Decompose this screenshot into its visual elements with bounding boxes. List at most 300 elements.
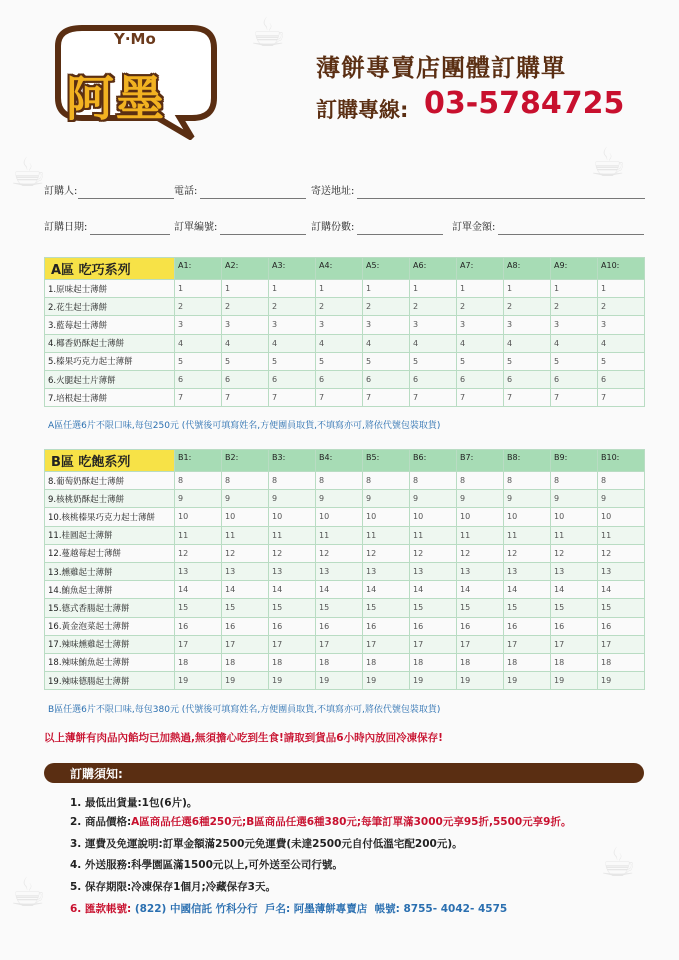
quantity-cell[interactable]: 2: [598, 298, 645, 316]
quantity-cell[interactable]: 3: [457, 316, 504, 334]
quantity-cell[interactable]: 15: [504, 599, 551, 617]
notice-item-5: [70, 879, 276, 894]
table-row: [45, 635, 645, 653]
order-number-label: 訂單編號:: [174, 222, 218, 233]
quantity-cell[interactable]: 6: [504, 370, 551, 388]
quantity-cell[interactable]: 16: [504, 617, 551, 635]
zone-b-column-header: B1:: [175, 450, 222, 472]
zone-a-table: [44, 257, 645, 407]
quantity-cell[interactable]: 12: [598, 544, 645, 562]
quantity-cell[interactable]: 12: [175, 544, 222, 562]
table-row: [45, 544, 645, 562]
table-row: [45, 508, 645, 526]
quantity-cell[interactable]: 16: [410, 617, 457, 635]
account-holder: 戶名: 阿墨薄餅專賣店: [264, 903, 368, 915]
quantity-cell[interactable]: 4: [504, 334, 551, 352]
quantity-cell[interactable]: 13: [269, 562, 316, 580]
warning-text: 以上薄餅有肉品內餡均已加熱過,無須擔心吃到生食!請取到貨品6小時內放回冷凍保存!: [44, 732, 443, 744]
table-row: [45, 352, 645, 370]
notice-item-1: [70, 795, 197, 810]
quantity-cell[interactable]: 7: [269, 389, 316, 407]
quantity-cell[interactable]: 3: [269, 316, 316, 334]
table-row: [45, 526, 645, 544]
quantity-cell[interactable]: 6: [551, 370, 598, 388]
quantity-cell[interactable]: 5: [175, 352, 222, 370]
notice-heading-bar: [44, 763, 644, 783]
quantity-cell[interactable]: 13: [410, 562, 457, 580]
quantity-cell[interactable]: 9: [551, 490, 598, 508]
quantity-cell[interactable]: 17: [269, 635, 316, 653]
quantity-cell[interactable]: 1: [363, 280, 410, 298]
quantity-cell[interactable]: 16: [457, 617, 504, 635]
quantity-cell[interactable]: 19: [598, 672, 645, 690]
quantity-cell[interactable]: 4: [269, 334, 316, 352]
quantity-cell[interactable]: 4: [363, 334, 410, 352]
zone-b-column-header: B5:: [363, 450, 410, 472]
quantity-cell[interactable]: 14: [363, 581, 410, 599]
quantity-cell[interactable]: 4: [175, 334, 222, 352]
quantity-cell[interactable]: 18: [175, 653, 222, 671]
order-quantity-label: 訂購份數:: [311, 222, 355, 233]
quantity-cell[interactable]: 19: [363, 672, 410, 690]
product-name-cell: 1.原味起士薄餅: [45, 280, 175, 298]
account-label: 6. 匯款帳號:: [70, 903, 132, 915]
quantity-cell[interactable]: 8: [316, 472, 363, 490]
quantity-cell[interactable]: 10: [457, 508, 504, 526]
quantity-cell[interactable]: 2: [316, 298, 363, 316]
quantity-cell[interactable]: 8: [222, 472, 269, 490]
zone-a-column-header: A2:: [222, 258, 269, 280]
quantity-cell[interactable]: 7: [551, 389, 598, 407]
quantity-cell[interactable]: 6: [363, 370, 410, 388]
quantity-cell[interactable]: 4: [457, 334, 504, 352]
product-name-cell: 17.辣味燻雞起士薄餅: [45, 635, 175, 653]
orderer-line: [78, 198, 174, 199]
quantity-cell[interactable]: 8: [410, 472, 457, 490]
table-row: [45, 316, 645, 334]
notice-item-label: 3. 運費及免運說明:: [70, 838, 163, 850]
quantity-cell[interactable]: 5: [222, 352, 269, 370]
zone-a-column-header: A3:: [269, 258, 316, 280]
quantity-cell[interactable]: 10: [363, 508, 410, 526]
quantity-cell[interactable]: 5: [363, 352, 410, 370]
product-name-cell: 8.葡萄奶酥起士薄餅: [45, 472, 175, 490]
quantity-cell[interactable]: 19: [175, 672, 222, 690]
quantity-cell[interactable]: 6: [598, 370, 645, 388]
notice-item-3: [70, 836, 463, 851]
quantity-cell[interactable]: 2: [551, 298, 598, 316]
quantity-cell[interactable]: 7: [410, 389, 457, 407]
quantity-cell[interactable]: 4: [410, 334, 457, 352]
quantity-cell[interactable]: 14: [457, 581, 504, 599]
quantity-cell[interactable]: 15: [363, 599, 410, 617]
quantity-cell[interactable]: 1: [598, 280, 645, 298]
hotline-number: 03-5784725: [424, 86, 625, 121]
zone-a-note: A區任選6片不限口味,每包250元 (代號後可填寫姓名,方便團員取貨,不填寫亦可,將依代號包裝取貨): [48, 421, 441, 431]
quantity-cell[interactable]: 14: [504, 581, 551, 599]
product-name-cell: 5.榛果巧克力起士薄餅: [45, 352, 175, 370]
quantity-cell[interactable]: 18: [410, 653, 457, 671]
account-number: 帳號: 8755- 4042- 4575: [374, 903, 508, 915]
quantity-cell[interactable]: 19: [222, 672, 269, 690]
zone-a-column-header: A4:: [316, 258, 363, 280]
quantity-cell[interactable]: 9: [504, 490, 551, 508]
quantity-cell[interactable]: 16: [598, 617, 645, 635]
order-quantity-field[interactable]: [311, 218, 354, 233]
quantity-cell[interactable]: 2: [222, 298, 269, 316]
quantity-cell[interactable]: 18: [363, 653, 410, 671]
zone-a-column-header: A10:: [598, 258, 645, 280]
quantity-cell[interactable]: 18: [316, 653, 363, 671]
quantity-cell[interactable]: 5: [551, 352, 598, 370]
quantity-cell[interactable]: 11: [457, 526, 504, 544]
quantity-cell[interactable]: 17: [222, 635, 269, 653]
quantity-cell[interactable]: 7: [598, 389, 645, 407]
quantity-cell[interactable]: 1: [316, 280, 363, 298]
quantity-cell[interactable]: 3: [222, 316, 269, 334]
quantity-cell[interactable]: 18: [457, 653, 504, 671]
quantity-cell[interactable]: 9: [222, 490, 269, 508]
quantity-cell[interactable]: 9: [363, 490, 410, 508]
quantity-cell[interactable]: 5: [269, 352, 316, 370]
zone-b-column-header: B2:: [222, 450, 269, 472]
zone-b-column-header: B6:: [410, 450, 457, 472]
zone-a-column-header: A9:: [551, 258, 598, 280]
quantity-cell[interactable]: 9: [269, 490, 316, 508]
quantity-cell[interactable]: 12: [222, 544, 269, 562]
order-quantity-line: [357, 234, 443, 235]
quantity-cell[interactable]: 7: [175, 389, 222, 407]
quantity-cell[interactable]: 10: [504, 508, 551, 526]
zone-a-label: A區 吃巧系列: [45, 258, 175, 280]
zone-b-column-header: B9:: [551, 450, 598, 472]
quantity-cell[interactable]: 11: [598, 526, 645, 544]
zone-a-column-header: A7:: [457, 258, 504, 280]
quantity-cell[interactable]: 15: [316, 599, 363, 617]
quantity-cell[interactable]: 11: [269, 526, 316, 544]
quantity-cell[interactable]: 17: [598, 635, 645, 653]
notice-item-2: [70, 814, 571, 829]
zone-a-column-header: A1:: [175, 258, 222, 280]
order-amount-field[interactable]: [452, 218, 495, 233]
quantity-cell[interactable]: 11: [551, 526, 598, 544]
quantity-cell[interactable]: 7: [457, 389, 504, 407]
quantity-cell[interactable]: 4: [222, 334, 269, 352]
notice-item-label: 2. 商品價格:: [70, 816, 132, 828]
quantity-cell[interactable]: 15: [598, 599, 645, 617]
quantity-cell[interactable]: 2: [175, 298, 222, 316]
quantity-cell[interactable]: 1: [175, 280, 222, 298]
quantity-cell[interactable]: 1: [457, 280, 504, 298]
quantity-cell[interactable]: 12: [410, 544, 457, 562]
quantity-cell[interactable]: 18: [504, 653, 551, 671]
quantity-cell[interactable]: 15: [175, 599, 222, 617]
product-name-cell: 7.培根起士薄餅: [45, 389, 175, 407]
quantity-cell[interactable]: 16: [222, 617, 269, 635]
quantity-cell[interactable]: 18: [222, 653, 269, 671]
quantity-cell[interactable]: 9: [457, 490, 504, 508]
quantity-cell[interactable]: 11: [410, 526, 457, 544]
quantity-cell[interactable]: 7: [504, 389, 551, 407]
quantity-cell[interactable]: 1: [504, 280, 551, 298]
table-row: [45, 334, 645, 352]
quantity-cell[interactable]: 13: [363, 562, 410, 580]
quantity-cell[interactable]: 15: [269, 599, 316, 617]
product-name-cell: 2.花生起士薄餅: [45, 298, 175, 316]
quantity-cell[interactable]: 14: [222, 581, 269, 599]
quantity-cell[interactable]: 1: [269, 280, 316, 298]
quantity-cell[interactable]: 5: [457, 352, 504, 370]
quantity-cell[interactable]: 18: [551, 653, 598, 671]
quantity-cell[interactable]: 9: [410, 490, 457, 508]
zone-b-table: [44, 449, 645, 690]
quantity-cell[interactable]: 17: [457, 635, 504, 653]
quantity-cell[interactable]: 5: [410, 352, 457, 370]
quantity-cell[interactable]: 2: [410, 298, 457, 316]
quantity-cell[interactable]: 2: [504, 298, 551, 316]
quantity-cell[interactable]: 15: [551, 599, 598, 617]
table-row: [45, 298, 645, 316]
cupcake-decoration-icon: ☕: [10, 150, 46, 196]
quantity-cell[interactable]: 3: [410, 316, 457, 334]
quantity-cell[interactable]: 12: [504, 544, 551, 562]
quantity-cell[interactable]: 8: [551, 472, 598, 490]
quantity-cell[interactable]: 8: [504, 472, 551, 490]
quantity-cell[interactable]: 16: [363, 617, 410, 635]
quantity-cell[interactable]: 15: [410, 599, 457, 617]
quantity-cell[interactable]: 12: [551, 544, 598, 562]
order-amount-label: 訂單金額:: [452, 222, 496, 233]
quantity-cell[interactable]: 13: [551, 562, 598, 580]
quantity-cell[interactable]: 3: [316, 316, 363, 334]
quantity-cell[interactable]: 2: [457, 298, 504, 316]
quantity-cell[interactable]: 19: [551, 672, 598, 690]
quantity-cell[interactable]: 14: [410, 581, 457, 599]
quantity-cell[interactable]: 16: [269, 617, 316, 635]
quantity-cell[interactable]: 14: [551, 581, 598, 599]
quantity-cell[interactable]: 13: [598, 562, 645, 580]
quantity-cell[interactable]: 7: [363, 389, 410, 407]
table-row: [45, 653, 645, 671]
quantity-cell[interactable]: 17: [175, 635, 222, 653]
quantity-cell[interactable]: 18: [598, 653, 645, 671]
quantity-cell[interactable]: 15: [457, 599, 504, 617]
product-name-cell: 15.德式香腸起士薄餅: [45, 599, 175, 617]
quantity-cell[interactable]: 17: [551, 635, 598, 653]
zone-b-note: B區任選6片不限口味,每包380元 (代號後可填寫姓名,方便團員取貨,不填寫亦可,將依代號包裝取貨): [48, 705, 441, 715]
table-row: [45, 562, 645, 580]
zone-b-label: B區 吃飽系列: [45, 450, 175, 472]
quantity-cell[interactable]: 6: [175, 370, 222, 388]
quantity-cell[interactable]: 16: [316, 617, 363, 635]
quantity-cell[interactable]: 6: [410, 370, 457, 388]
zone-b-header-row: [45, 450, 645, 472]
quantity-cell[interactable]: 11: [222, 526, 269, 544]
quantity-cell[interactable]: 9: [598, 490, 645, 508]
quantity-cell[interactable]: 3: [504, 316, 551, 334]
quantity-cell[interactable]: 17: [504, 635, 551, 653]
quantity-cell[interactable]: 5: [598, 352, 645, 370]
product-name-cell: 3.藍莓起士薄餅: [45, 316, 175, 334]
phone-line: [200, 198, 306, 199]
quantity-cell[interactable]: 3: [551, 316, 598, 334]
teapot-decoration-icon: ☕: [600, 840, 636, 886]
quantity-cell[interactable]: 19: [410, 672, 457, 690]
quantity-cell[interactable]: 2: [269, 298, 316, 316]
quantity-cell[interactable]: 6: [457, 370, 504, 388]
quantity-cell[interactable]: 12: [457, 544, 504, 562]
product-name-cell: 18.辣味鮪魚起士薄餅: [45, 653, 175, 671]
product-name-cell: 19.辣味德腸起士薄餅: [45, 672, 175, 690]
quantity-cell[interactable]: 4: [316, 334, 363, 352]
quantity-cell[interactable]: 15: [222, 599, 269, 617]
quantity-cell[interactable]: 7: [222, 389, 269, 407]
quantity-cell[interactable]: 10: [551, 508, 598, 526]
product-name-cell: 14.鮪魚起士薄餅: [45, 581, 175, 599]
zone-b-column-header: B8:: [504, 450, 551, 472]
quantity-cell[interactable]: 11: [363, 526, 410, 544]
quantity-cell[interactable]: 6: [222, 370, 269, 388]
quantity-cell[interactable]: 10: [269, 508, 316, 526]
order-date-field[interactable]: [44, 218, 87, 233]
quantity-cell[interactable]: 8: [175, 472, 222, 490]
quantity-cell[interactable]: 3: [363, 316, 410, 334]
notice-item-label: 4. 外送服務:: [70, 859, 132, 871]
quantity-cell[interactable]: 14: [316, 581, 363, 599]
quantity-cell[interactable]: 19: [504, 672, 551, 690]
quantity-cell[interactable]: 10: [222, 508, 269, 526]
quantity-cell[interactable]: 2: [363, 298, 410, 316]
table-row: [45, 672, 645, 690]
zone-a-column-header: A5:: [363, 258, 410, 280]
notice-item-text: 科學園區滿1500元以上,可外送至公司行號。: [131, 859, 343, 871]
quantity-cell[interactable]: 16: [551, 617, 598, 635]
zone-a-column-header: A8:: [504, 258, 551, 280]
quantity-cell[interactable]: 18: [269, 653, 316, 671]
quantity-cell[interactable]: 19: [269, 672, 316, 690]
notice-item-text: 1包(6片)。: [141, 797, 198, 809]
product-name-cell: 6.火腿起士片薄餅: [45, 370, 175, 388]
notice-item-text: 冷凍保存1個月;冷藏保存3天。: [131, 881, 276, 893]
quantity-cell[interactable]: 11: [504, 526, 551, 544]
quantity-cell[interactable]: 10: [410, 508, 457, 526]
orderer-label: 訂購人:: [44, 186, 78, 197]
address-line: [357, 198, 645, 199]
quantity-cell[interactable]: 14: [269, 581, 316, 599]
quantity-cell[interactable]: 7: [316, 389, 363, 407]
phone-field[interactable]: [174, 182, 197, 197]
notice-item-label: 5. 保存期限:: [70, 881, 132, 893]
zone-b-column-header: B10:: [598, 450, 645, 472]
quantity-cell[interactable]: 11: [316, 526, 363, 544]
table-row: [45, 490, 645, 508]
quantity-cell[interactable]: 13: [316, 562, 363, 580]
zone-a-header-row: [45, 258, 645, 280]
quantity-cell[interactable]: 17: [316, 635, 363, 653]
cup-decoration-icon: ☕: [10, 870, 46, 916]
product-name-cell: 10.核桃榛果巧克力起士薄餅: [45, 508, 175, 526]
quantity-cell[interactable]: 4: [598, 334, 645, 352]
quantity-cell[interactable]: 14: [598, 581, 645, 599]
quantity-cell[interactable]: 16: [175, 617, 222, 635]
quantity-cell[interactable]: 12: [363, 544, 410, 562]
quantity-cell[interactable]: 12: [316, 544, 363, 562]
quantity-cell[interactable]: 10: [316, 508, 363, 526]
brand-logo: [42, 22, 222, 140]
quantity-cell[interactable]: 17: [410, 635, 457, 653]
quantity-cell[interactable]: 8: [598, 472, 645, 490]
quantity-cell[interactable]: 8: [269, 472, 316, 490]
zone-b-column-header: B4:: [316, 450, 363, 472]
zone-b-column-header: B7:: [457, 450, 504, 472]
phone-label: 電話:: [174, 186, 198, 197]
quantity-cell[interactable]: 10: [175, 508, 222, 526]
quantity-cell[interactable]: 9: [316, 490, 363, 508]
quantity-cell[interactable]: 8: [457, 472, 504, 490]
table-row: [45, 389, 645, 407]
zone-b-column-header: B3:: [269, 450, 316, 472]
product-name-cell: 13.燻雞起士薄餅: [45, 562, 175, 580]
notice-item-account: [70, 901, 507, 916]
notice-item-text: 訂單金額滿2500元免運費(未達2500元自付低溫宅配200元)。: [162, 838, 463, 850]
quantity-cell[interactable]: 10: [598, 508, 645, 526]
orderer-field[interactable]: [44, 182, 77, 197]
quantity-cell[interactable]: 13: [175, 562, 222, 580]
notice-item-label: 1. 最低出貨量:: [70, 797, 142, 809]
notice-heading: 訂購須知:: [70, 767, 123, 781]
product-name-cell: 4.椰香奶酥起士薄餅: [45, 334, 175, 352]
order-number-field[interactable]: [174, 218, 217, 233]
quantity-cell[interactable]: 1: [222, 280, 269, 298]
quantity-cell[interactable]: 19: [457, 672, 504, 690]
quantity-cell[interactable]: 14: [175, 581, 222, 599]
logo-english-text: Y·Mo: [114, 30, 156, 48]
quantity-cell[interactable]: 12: [269, 544, 316, 562]
quantity-cell[interactable]: 13: [222, 562, 269, 580]
quantity-cell[interactable]: 6: [269, 370, 316, 388]
quantity-cell[interactable]: 1: [551, 280, 598, 298]
quantity-cell[interactable]: 11: [175, 526, 222, 544]
address-field[interactable]: [311, 182, 354, 197]
quantity-cell[interactable]: 1: [410, 280, 457, 298]
quantity-cell[interactable]: 3: [598, 316, 645, 334]
order-date-line: [90, 234, 170, 235]
quantity-cell[interactable]: 19: [316, 672, 363, 690]
product-name-cell: 16.黃金泡菜起士薄餅: [45, 617, 175, 635]
quantity-cell[interactable]: 5: [316, 352, 363, 370]
hotline-label: 訂購專線:: [316, 98, 409, 122]
quantity-cell[interactable]: 17: [363, 635, 410, 653]
page-title: 薄餅專賣店團體訂購單: [316, 54, 566, 82]
account-bank: (822) 中國信託 竹科分行: [134, 903, 258, 915]
table-row: [45, 472, 645, 490]
quantity-cell[interactable]: 9: [175, 490, 222, 508]
table-row: [45, 581, 645, 599]
cup-decoration-icon: ☕: [250, 10, 286, 56]
notice-item-4: [70, 857, 343, 872]
logo-chinese-text: 阿墨: [66, 71, 167, 127]
quantity-cell[interactable]: 13: [457, 562, 504, 580]
order-number-line: [220, 234, 306, 235]
zone-a-column-header: A6:: [410, 258, 457, 280]
quantity-cell[interactable]: 8: [363, 472, 410, 490]
table-row: [45, 280, 645, 298]
quantity-cell[interactable]: 3: [175, 316, 222, 334]
quantity-cell[interactable]: 6: [316, 370, 363, 388]
quantity-cell[interactable]: 5: [504, 352, 551, 370]
quantity-cell[interactable]: 13: [504, 562, 551, 580]
quantity-cell[interactable]: 4: [551, 334, 598, 352]
